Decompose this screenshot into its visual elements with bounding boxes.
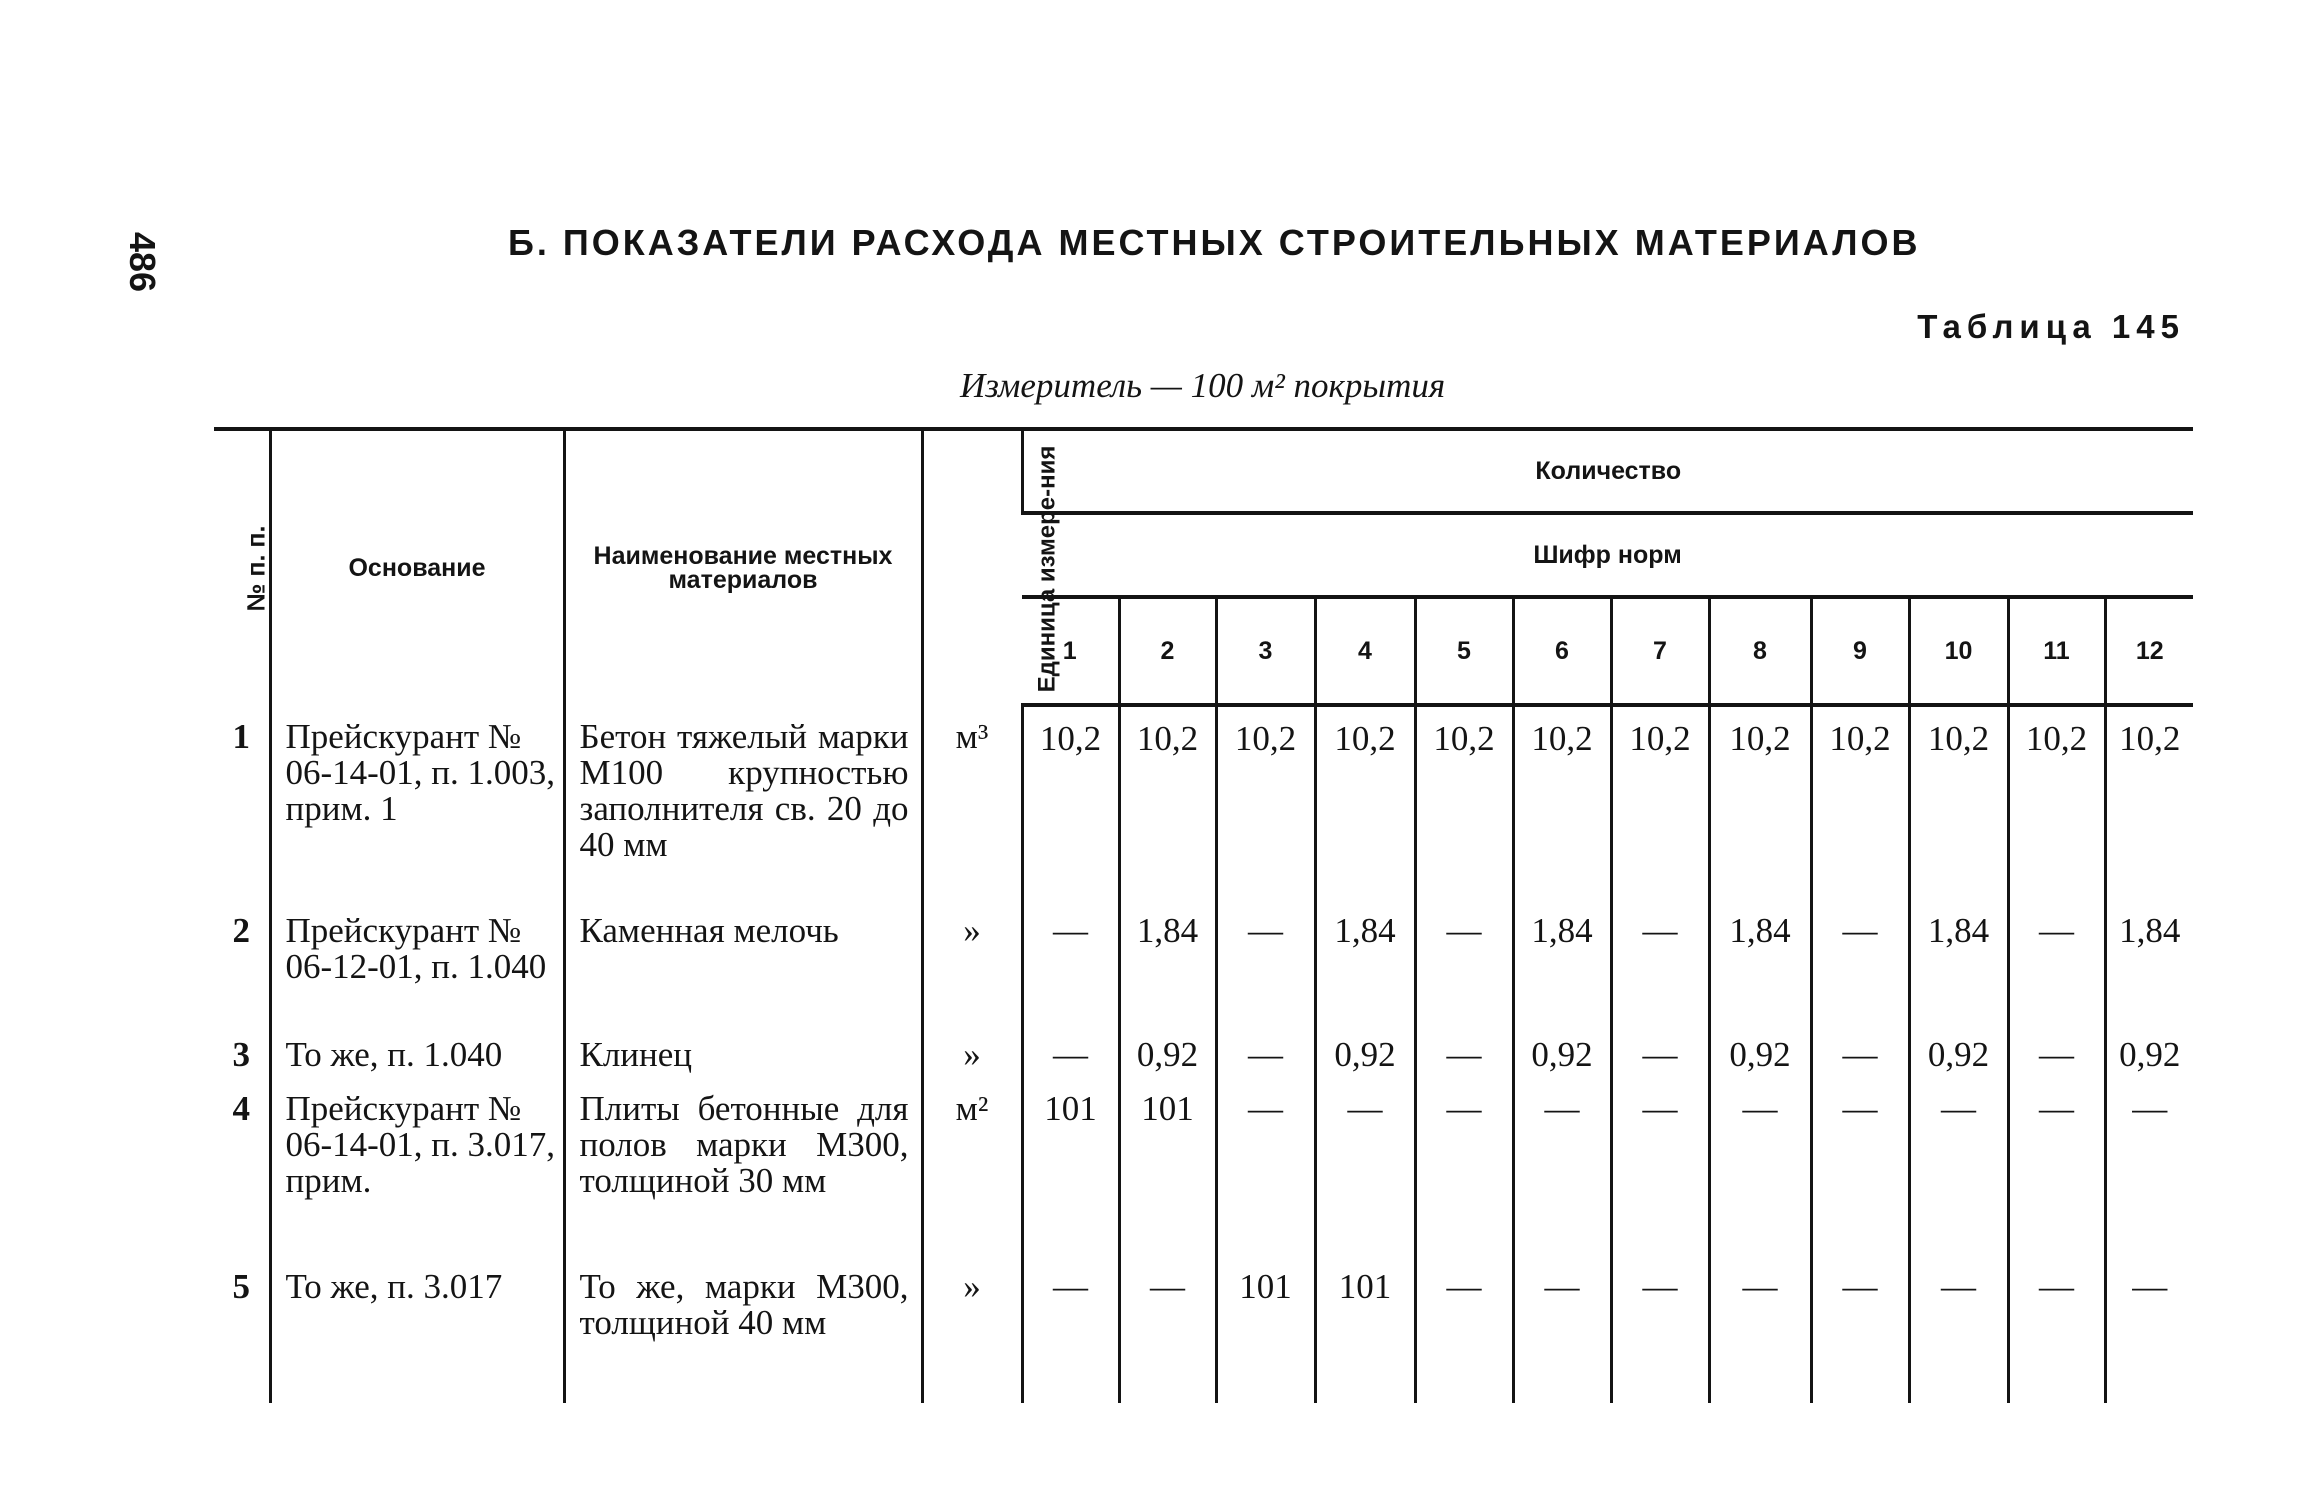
row-value-cell: 0,92 bbox=[1513, 1037, 1611, 1091]
row-value-cell: 10,2 bbox=[1315, 705, 1415, 913]
row-value-cell: — bbox=[2008, 1091, 2105, 1269]
norm-col-header: 1 bbox=[1022, 597, 1119, 705]
row-value-cell: — bbox=[1611, 1269, 1709, 1403]
row-value-cell: — bbox=[1022, 913, 1119, 1037]
row-value-cell: 1,84 bbox=[1119, 913, 1216, 1037]
row-unit-cell: » bbox=[922, 913, 1022, 1037]
row-value-cell: 0,92 bbox=[1909, 1037, 2008, 1091]
row-unit-cell: » bbox=[922, 1269, 1022, 1403]
row-value-cell: 101 bbox=[1216, 1269, 1315, 1403]
row-value-cell: — bbox=[1611, 913, 1709, 1037]
table-row bbox=[214, 1037, 2193, 1091]
row-value-cell: — bbox=[2105, 1269, 2193, 1403]
row-value-cell: — bbox=[1415, 1269, 1513, 1403]
row-value-cell: — bbox=[1709, 1091, 1811, 1269]
section-title: Б. ПОКАЗАТЕЛИ РАСХОДА МЕСТНЫХ СТРОИТЕЛЬНЫХ МАТЕРИАЛОВ bbox=[508, 222, 1921, 263]
unit-header bbox=[922, 429, 1060, 705]
materials-table bbox=[214, 427, 2193, 1403]
row-material-cell: Плиты бетонные для полов марки М300, толщиной 30 мм bbox=[564, 1091, 922, 1269]
row-value-cell: 10,2 bbox=[1216, 705, 1315, 913]
norm-col-header: 10 bbox=[1909, 597, 2008, 705]
row-value-cell: — bbox=[1611, 1037, 1709, 1091]
row-basis-cell: То же, п. 1.040 bbox=[270, 1037, 564, 1091]
row-value-cell: — bbox=[2105, 1091, 2193, 1269]
row-value-cell: 10,2 bbox=[1909, 705, 2008, 913]
row-value-cell: — bbox=[1513, 1091, 1611, 1269]
measure-label: Измеритель — 100 м² покрытия bbox=[960, 366, 1446, 405]
row-value-cell: — bbox=[1315, 1091, 1415, 1269]
row-value-cell: 1,84 bbox=[1909, 913, 2008, 1037]
row-value-cell: — bbox=[1216, 913, 1315, 1037]
row-index-cell: 2 bbox=[232, 911, 250, 950]
row-value-cell: 10,2 bbox=[2008, 705, 2105, 913]
row-value-cell: 10,2 bbox=[1022, 705, 1119, 913]
row-value-cell: 101 bbox=[1022, 1091, 1119, 1269]
row-basis-cell: То же, п. 3.017 bbox=[270, 1269, 564, 1403]
row-value-cell: 10,2 bbox=[1611, 705, 1709, 913]
norm-col-header: 8 bbox=[1709, 597, 1811, 705]
row-value-cell: — bbox=[1811, 1037, 1909, 1091]
row-value-cell: — bbox=[1811, 1091, 1909, 1269]
table-row bbox=[214, 913, 2193, 1037]
row-value-cell: — bbox=[1709, 1269, 1811, 1403]
row-value-cell: 0,92 bbox=[1119, 1037, 1216, 1091]
row-value-cell: — bbox=[1415, 913, 1513, 1037]
row-value-cell: 1,84 bbox=[2105, 913, 2193, 1037]
row-value-cell: 101 bbox=[1315, 1269, 1415, 1403]
norm-col-header: 7 bbox=[1611, 597, 1709, 705]
norm-col-header: 5 bbox=[1415, 597, 1513, 705]
row-value-cell: — bbox=[2008, 1037, 2105, 1091]
row-value-cell: — bbox=[2008, 913, 2105, 1037]
row-value-cell: — bbox=[1811, 913, 1909, 1037]
quantity-header: Количество bbox=[1022, 429, 2193, 513]
row-value-cell: — bbox=[1119, 1269, 1216, 1403]
material-header: Наименование местных материалов bbox=[564, 429, 922, 705]
norm-col-header: 12 bbox=[2105, 597, 2193, 705]
row-value-cell: 10,2 bbox=[2105, 705, 2193, 913]
row-value-cell: 0,92 bbox=[1315, 1037, 1415, 1091]
row-value-cell: — bbox=[1022, 1269, 1119, 1403]
row-value-cell: — bbox=[1909, 1269, 2008, 1403]
page-number: 486 bbox=[122, 232, 163, 293]
table-row bbox=[214, 1091, 2193, 1269]
row-value-cell: 10,2 bbox=[1513, 705, 1611, 913]
row-material-cell: Бетон тяжелый марки М100 крупностью заполнителя св. 20 до 40 мм bbox=[564, 705, 922, 913]
norm-col-header: 6 bbox=[1513, 597, 1611, 705]
row-value-cell: — bbox=[1811, 1269, 1909, 1403]
row-value-cell: — bbox=[1216, 1091, 1315, 1269]
table-row bbox=[214, 705, 2193, 913]
row-index-cell: 3 bbox=[232, 1035, 250, 1074]
row-unit-cell: м² bbox=[922, 1091, 1022, 1269]
norm-col-header: 11 bbox=[2008, 597, 2105, 705]
row-unit-cell: м³ bbox=[922, 705, 1022, 913]
unit-header-label: Единица измере-ния bbox=[1032, 445, 1060, 692]
row-index-cell: 5 bbox=[232, 1267, 250, 1306]
row-value-cell: — bbox=[2008, 1269, 2105, 1403]
row-value-cell: 101 bbox=[1119, 1091, 1216, 1269]
row-material-cell: Каменная мелочь bbox=[564, 913, 922, 1037]
row-value-cell: 0,92 bbox=[2105, 1037, 2193, 1091]
row-value-cell: 0,92 bbox=[1709, 1037, 1811, 1091]
row-value-cell: 1,84 bbox=[1513, 913, 1611, 1037]
table-row bbox=[214, 1269, 2193, 1403]
row-basis-cell: Прейскурант № 06-12-01, п. 1.040 bbox=[270, 913, 564, 1037]
table-label: Таблица 145 bbox=[1917, 308, 2185, 345]
norm-col-header: 4 bbox=[1315, 597, 1415, 705]
row-unit-cell: » bbox=[922, 1037, 1022, 1091]
row-value-cell: — bbox=[1513, 1269, 1611, 1403]
row-value-cell: 1,84 bbox=[1315, 913, 1415, 1037]
norm-col-header: 2 bbox=[1119, 597, 1216, 705]
row-value-cell: — bbox=[1611, 1091, 1709, 1269]
row-value-cell: 10,2 bbox=[1415, 705, 1513, 913]
row-index-cell: 1 bbox=[232, 717, 250, 756]
row-value-cell: — bbox=[1415, 1037, 1513, 1091]
row-value-cell: — bbox=[1216, 1037, 1315, 1091]
row-index-cell: 4 bbox=[232, 1089, 250, 1128]
row-material-cell: Клинец bbox=[564, 1037, 922, 1091]
norm-code-header: Шифр норм bbox=[1022, 513, 2193, 597]
row-basis-cell: Прейскурант № 06-14-01, п. 1.003, прим. 1 bbox=[270, 705, 564, 913]
index-header bbox=[214, 429, 270, 705]
row-value-cell: 1,84 bbox=[1709, 913, 1811, 1037]
row-value-cell: 10,2 bbox=[1709, 705, 1811, 913]
norm-col-header: 9 bbox=[1811, 597, 1909, 705]
norm-col-header: 3 bbox=[1216, 597, 1315, 705]
row-basis-cell: Прейскурант № 06-14-01, п. 3.017, прим. bbox=[270, 1091, 564, 1269]
table-body bbox=[214, 705, 2193, 1403]
row-value-cell: 10,2 bbox=[1811, 705, 1909, 913]
row-value-cell: 10,2 bbox=[1119, 705, 1216, 913]
row-value-cell: — bbox=[1415, 1091, 1513, 1269]
index-header-label: № п. п. bbox=[242, 525, 271, 611]
row-value-cell: — bbox=[1022, 1037, 1119, 1091]
row-material-cell: То же, марки М300, толщиной 40 мм bbox=[564, 1269, 922, 1403]
basis-header: Основание bbox=[270, 429, 564, 705]
row-value-cell: — bbox=[1909, 1091, 2008, 1269]
